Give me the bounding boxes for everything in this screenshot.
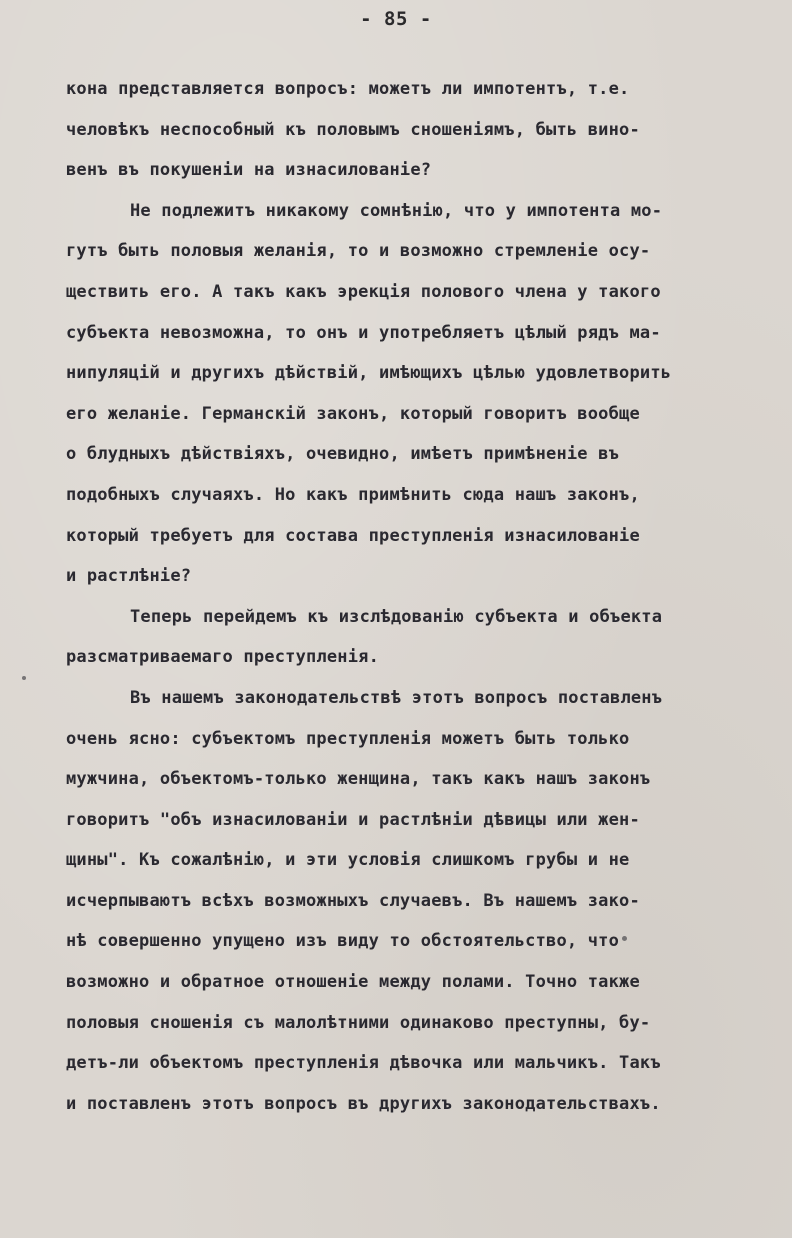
text-line: возможно и обратное отношенiе между полами. Точно также xyxy=(66,972,640,993)
text-line: исчерпываютъ всѣхъ возможныхъ случаевъ. Въ нашемъ зако- xyxy=(66,890,640,911)
text-line: нѣ совершенно упущено изъ виду то обстоятельство, что xyxy=(66,931,620,952)
text-line: очень ясно: субъектомъ преступленiя можетъ быть только xyxy=(66,728,630,749)
paragraph-start-line: Теперь перейдемъ къ изслѣдованiю субъекта и объекта xyxy=(130,606,663,627)
text-line: подобныхъ случаяхъ. Но какъ примѣнить сюда нашъ законъ, xyxy=(66,484,640,505)
text-line: человѣкъ неспособный къ половымъ сношенiямъ, быть вино- xyxy=(66,119,640,140)
text-line: и поставленъ этотъ вопросъ въ другихъ законодательствахъ. xyxy=(66,1093,661,1114)
text-line: детъ-ли объектомъ преступленiя дѣвочка или мальчикъ. Такъ xyxy=(66,1053,661,1074)
paragraph-start-line: Не подлежитъ никакому сомнѣнiю, что у импотента мо- xyxy=(130,200,663,221)
text-line: гутъ быть половыя желанiя, то и возможно стремленiе осу- xyxy=(66,241,651,262)
text-line: говоритъ "объ изнасилованiи и растлѣнiи дѣвицы или жен- xyxy=(66,809,640,830)
text-line: нипуляцiй и другихъ дѣйствiй, имѣющихъ цѣлью удовлетворить xyxy=(66,363,672,384)
text-line: субъекта невозможна, то онъ и употребляетъ цѣлый рядъ ма- xyxy=(66,322,661,343)
ink-speck xyxy=(22,676,26,680)
text-line: щины". Къ сожалѣнiю, и эти условiя слишкомъ грубы и не xyxy=(66,850,630,871)
text-line: кона представляется вопросъ: можетъ ли импотентъ, т.е. xyxy=(66,79,630,99)
text-line: ществить его. А такъ какъ эрекцiя полового члена у такого xyxy=(66,281,661,302)
page-number: - 85 - xyxy=(360,8,432,30)
text-line: и растлѣнiе? xyxy=(66,566,192,587)
text-line: разсматриваемаго преступленiя. xyxy=(66,647,380,668)
paragraph-start-line: Въ нашемъ законодательствѣ этотъ вопросъ поставленъ xyxy=(130,687,663,708)
text-line: венъ въ покушенiи на изнасилованiе? xyxy=(66,160,432,181)
text-line: его желанiе. Германскiй законъ, который говоритъ вообще xyxy=(66,403,640,424)
text-line: половыя сношенiя съ малолѣтними одинаково преступны, бу- xyxy=(66,1012,651,1033)
text-line: мужчина, объектомъ-только женщина, такъ какъ нашъ законъ xyxy=(66,769,651,790)
text-line: который требуетъ для состава преступленiя изнасилованiе xyxy=(66,525,640,546)
ink-speck xyxy=(622,936,627,941)
body-text xyxy=(66,72,782,1127)
text-line: о блудныхъ дѣйствiяхъ, очевидно, имѣетъ примѣненiе въ xyxy=(66,444,620,465)
